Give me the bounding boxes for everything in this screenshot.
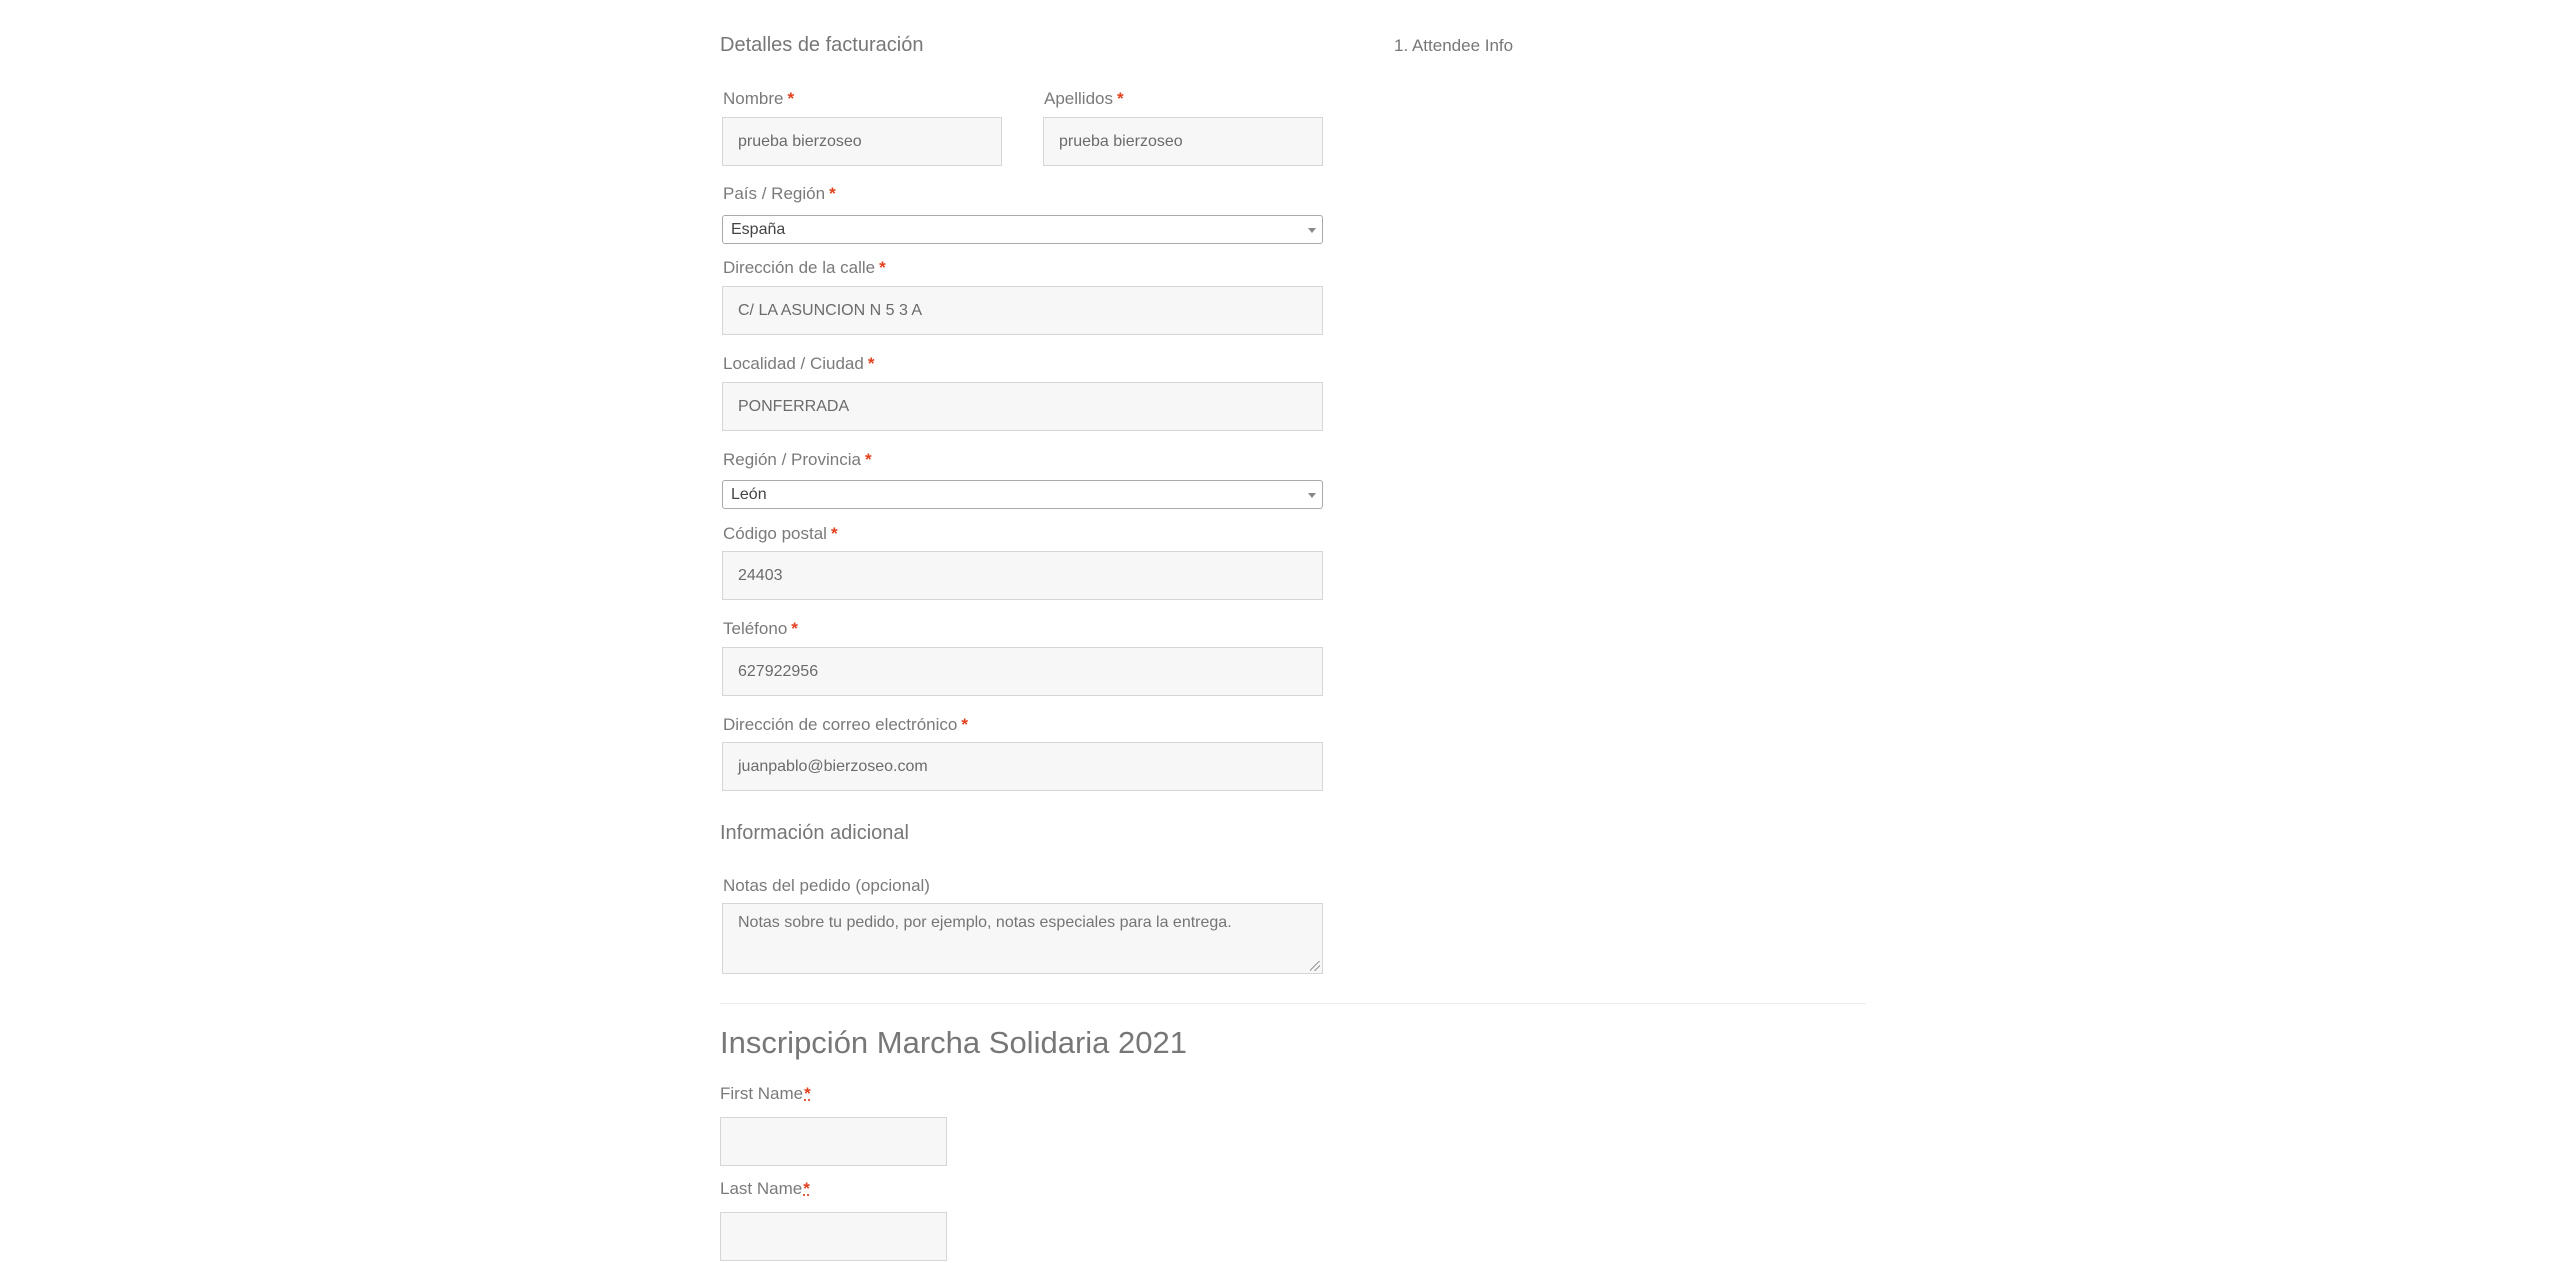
chevron-down-icon [1308,493,1316,498]
reg-last-name-label: Last Name* [720,1179,810,1198]
additional-info-title: Información adicional [720,822,909,844]
reg-first-name-label: First Name* [720,1084,811,1103]
state-select[interactable] [722,480,1323,509]
last-name-label: Apellidos * [1044,89,1124,108]
email-input[interactable]: juanpablo@bierzoseo.com [722,742,1323,791]
required-asterisk: * [830,524,838,543]
state-label: Región / Provincia * [723,450,872,469]
address-label: Dirección de la calle * [723,258,886,277]
last-name-input[interactable]: prueba bierzoseo [1043,117,1323,166]
first-name-label: Nombre * [723,89,795,108]
resize-handle-icon[interactable] [1310,961,1320,971]
section-divider [720,1003,1866,1004]
required-asterisk: * [791,619,798,638]
billing-title: Detalles de facturación [720,34,924,56]
state-selected-value: León [731,485,767,503]
order-notes-label: Notas del pedido (opcional) [723,876,930,895]
first-name-input[interactable]: prueba bierzoseo [722,117,1002,166]
postcode-label: Código postal * [723,524,838,543]
attendee-info-step[interactable]: 1. Attendee Info [1394,36,1514,55]
required-asterisk: * [867,354,875,373]
country-selected-value: España [731,220,786,238]
country-select[interactable] [722,215,1323,244]
required-asterisk: * [803,1179,810,1198]
required-asterisk: * [829,184,836,203]
email-label: Dirección de correo electrónico * [723,715,968,734]
required-asterisk: * [864,450,872,469]
phone-input[interactable]: 627922956 [722,647,1323,696]
city-label: Localidad / Ciudad * [723,354,875,373]
postcode-input[interactable]: 24403 [722,551,1323,600]
chevron-down-icon [1308,228,1316,233]
required-asterisk: * [879,258,886,277]
order-notes-placeholder: Notas sobre tu pedido, por ejemplo, notas especiales para la entrega. [738,914,1232,931]
registration-title: Inscripción Marcha Solidaria 2021 [720,1025,1187,1060]
city-input[interactable]: PONFERRADA [722,382,1323,431]
required-asterisk: * [804,1084,811,1103]
phone-label: Teléfono * [723,619,798,638]
address-input[interactable]: C/ LA ASUNCION N 5 3 A [722,286,1323,335]
required-asterisk: * [1117,89,1124,108]
reg-first-name-input[interactable] [720,1117,947,1166]
order-notes-textarea[interactable] [722,903,1323,974]
required-asterisk: * [961,715,968,734]
country-label: País / Región * [723,184,836,203]
reg-last-name-input[interactable] [720,1212,947,1261]
required-asterisk: * [787,89,795,108]
